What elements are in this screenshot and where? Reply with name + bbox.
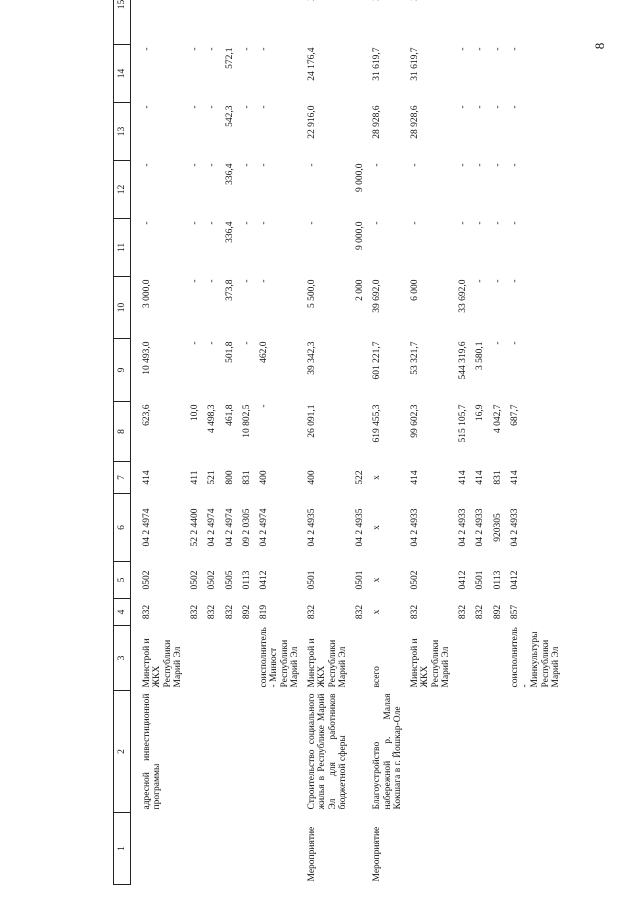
- cell-col-13: -: [142, 105, 152, 109]
- cell-col-13: -: [475, 105, 486, 109]
- column-header-15: 15: [114, 0, 131, 45]
- cell-col-2: адресной инвестиционной программы: [142, 693, 163, 810]
- table-row: [187, 0, 204, 885]
- cell-col-2: [239, 691, 256, 813]
- cell-col-3: соисполнитель - Минкультуры Республики Марий Эл: [509, 627, 561, 688]
- cell-col-13: 28 928,6: [372, 105, 383, 139]
- cell-col-12: -: [142, 163, 152, 167]
- cell-col-1: Мероприятие: [372, 826, 383, 882]
- cell-col-15: [256, 0, 304, 45]
- table-body: [131, 0, 566, 885]
- cell-col-15: [187, 0, 204, 45]
- cell-col-5: 0502: [410, 570, 420, 590]
- cell-col-8: 10,0: [190, 404, 200, 422]
- cell-col-11: -: [259, 221, 269, 225]
- column-header-5: 5: [114, 562, 131, 599]
- cell-col-11: -: [509, 221, 520, 225]
- cell-col-1: [222, 813, 239, 885]
- cell-col-10: 6 000: [410, 279, 420, 301]
- cell-col-2: [187, 691, 204, 813]
- cell-col-10: 5 500,0: [307, 279, 317, 308]
- cell-col-14: -: [142, 47, 152, 51]
- cell-col-8: 26 091,1: [307, 404, 317, 438]
- cell-col-4: 832: [475, 604, 486, 620]
- cell-col-8: 461,8: [224, 404, 235, 426]
- cell-col-11: -: [190, 221, 200, 225]
- cell-col-9: [352, 339, 369, 402]
- cell-col-7: 400: [259, 470, 269, 485]
- cell-col-11: -: [207, 221, 218, 225]
- cell-col-6: 04 2 4935: [355, 508, 365, 547]
- cell-col-7: x: [372, 475, 383, 480]
- cell-col-15: [407, 0, 455, 45]
- cell-col-8: 99 602,3: [410, 404, 420, 438]
- cell-col-6: 04 2 4933: [410, 508, 420, 547]
- cell-col-5: 0505: [224, 570, 235, 590]
- cell-col-12: 9 000,0: [355, 163, 365, 192]
- cell-col-9: 462,0: [259, 341, 269, 363]
- cell-col-4: 892: [492, 604, 503, 620]
- cell-col-1: [507, 813, 565, 885]
- cell-col-2: [256, 691, 304, 813]
- cell-col-9: 10 493,0: [142, 341, 152, 375]
- cell-col-9: -: [241, 341, 252, 345]
- column-header-3: 3: [114, 626, 131, 691]
- cell-col-14: -: [241, 47, 252, 51]
- cell-col-7: 414: [475, 470, 486, 485]
- cell-col-14: -: [207, 47, 218, 51]
- cell-col-1: [256, 813, 304, 885]
- cell-col-10: -: [492, 279, 503, 283]
- cell-col-5: 0412: [458, 570, 468, 590]
- cell-col-14: -: [475, 47, 486, 51]
- cell-col-3: [204, 626, 221, 691]
- cell-col-12: -: [492, 163, 503, 167]
- column-header-14: 14: [114, 45, 131, 103]
- cell-col-15: [352, 0, 369, 45]
- cell-col-14: 31 619,7: [410, 47, 420, 81]
- cell-col-15: [239, 0, 256, 45]
- cell-col-4: 832: [190, 604, 200, 620]
- cell-col-8: 515 105,7: [458, 404, 468, 443]
- cell-col-14: 31 619,7: [372, 47, 383, 81]
- cell-col-5: 0113: [492, 570, 503, 590]
- cell-col-6: 09 2 0305: [241, 508, 252, 547]
- cell-col-12: -: [458, 163, 468, 167]
- cell-col-8: [352, 402, 369, 462]
- cell-col-6: 04 2 4935: [307, 508, 317, 547]
- cell-col-11: -: [458, 221, 468, 225]
- column-header-10: 10: [114, 277, 131, 339]
- cell-col-5: 0501: [355, 570, 365, 590]
- cell-col-6: 04 2 4974: [142, 508, 152, 547]
- cell-col-2: Благоустройство набережной р. Малая Кокшага в г. Йошкар-Оле: [372, 693, 403, 810]
- cell-col-3: [239, 626, 256, 691]
- table-row: [256, 0, 304, 885]
- cell-col-3: Минстрой и ЖКХ Республики Марий Эл: [142, 638, 183, 688]
- table-row: [455, 0, 472, 885]
- column-header-7: 7: [114, 462, 131, 494]
- table-row: [352, 0, 369, 885]
- cell-col-10: 39 692,0: [372, 279, 383, 313]
- cell-col-11: -: [372, 221, 383, 225]
- table-row: [139, 0, 187, 885]
- cell-col-3: [472, 626, 489, 691]
- cell-col-1: [455, 813, 472, 885]
- cell-col-15: [369, 0, 407, 45]
- cell-col-3: соисполнитель - Минюст Республики Марий Эл: [259, 627, 300, 688]
- cell-col-15: [304, 0, 352, 45]
- cell-col-4: 832: [307, 604, 317, 620]
- cell-col-14: 572,1: [224, 47, 235, 69]
- cell-col-10: 3 000,0: [142, 279, 152, 308]
- cell-col-13: -: [458, 105, 468, 109]
- cell-col-12: -: [241, 163, 252, 167]
- cell-col-12: -: [509, 163, 520, 167]
- cell-col-14: [352, 45, 369, 103]
- cell-col-4: x: [372, 609, 383, 615]
- cell-col-9: 39 342,3: [307, 341, 317, 375]
- cell-col-14: 24 176,4: [307, 47, 317, 81]
- cell-col-4: 832: [410, 604, 420, 620]
- cell-col-12: -: [372, 163, 383, 167]
- cell-col-1: [239, 813, 256, 885]
- cell-col-12: -: [259, 163, 269, 167]
- cell-col-3: Минстрой и ЖКХ Республики Марий Эл: [307, 638, 348, 688]
- cell-col-13: -: [241, 105, 252, 109]
- cell-col-7: 414: [458, 470, 468, 485]
- cell-col-4: 857: [509, 604, 520, 620]
- cell-col-13: -: [207, 105, 218, 109]
- cell-col-8: 687,7: [509, 404, 520, 426]
- column-header-13: 13: [114, 103, 131, 161]
- cell-col-8: 16,9: [475, 404, 486, 422]
- cell-col-3: всего: [372, 666, 383, 688]
- column-header-1: 1: [114, 813, 131, 885]
- table-row: [407, 0, 455, 885]
- cell-col-5: 0502: [207, 570, 218, 590]
- cell-col-7: 411: [190, 470, 200, 485]
- cell-col-6: 04 2 4933: [475, 508, 486, 547]
- cell-col-4: 832: [355, 604, 365, 620]
- cell-col-4: 832: [458, 604, 468, 620]
- cell-col-9: -: [190, 341, 200, 345]
- cell-col-3: [352, 626, 369, 691]
- cell-col-4: 819: [259, 604, 269, 620]
- cell-col-15: [472, 0, 489, 45]
- cell-col-7: 522: [355, 470, 365, 485]
- cell-col-15: [490, 0, 507, 45]
- cell-col-10: -: [509, 279, 520, 283]
- cell-col-11: -: [475, 221, 486, 225]
- cell-col-11: -: [142, 221, 152, 225]
- cell-col-1: [472, 813, 489, 885]
- cell-col-6: 04 2 4974: [224, 508, 235, 547]
- cell-col-1: [407, 813, 455, 885]
- cell-col-12: -: [190, 163, 200, 167]
- cell-col-7: 400: [307, 470, 317, 485]
- column-header-12: 12: [114, 161, 131, 219]
- cell-col-14: -: [259, 47, 269, 51]
- cell-col-9: 501,8: [224, 341, 235, 363]
- cell-col-1: Мероприятие: [307, 826, 317, 882]
- cell-col-12: -: [307, 163, 317, 167]
- budget-table: [113, 0, 565, 885]
- cell-col-3: [455, 626, 472, 691]
- cell-col-12: -: [475, 163, 486, 167]
- cell-col-9: 53 321,7: [410, 341, 420, 375]
- cell-col-8: 619 455,3: [372, 404, 383, 443]
- cell-col-2: Строительство социального жилья в Республике Марий Эл для работников бюджетной сферы: [307, 693, 348, 810]
- cell-col-7: 414: [509, 470, 520, 485]
- cell-col-8: 4 498,3: [207, 404, 218, 433]
- cell-col-6: x: [372, 525, 383, 530]
- table-row: [490, 0, 507, 885]
- cell-col-5: 0501: [307, 570, 317, 590]
- cell-col-2: [407, 691, 455, 813]
- cell-col-15: [222, 0, 239, 45]
- cell-col-9: -: [492, 341, 503, 345]
- cell-col-11: -: [307, 221, 317, 225]
- cell-col-15: [139, 0, 187, 45]
- column-header-4: 4: [114, 599, 131, 626]
- cell-col-2: [507, 691, 565, 813]
- cell-col-1: [187, 813, 204, 885]
- cell-col-12: -: [207, 163, 218, 167]
- cell-col-4: 892: [241, 604, 252, 620]
- cell-col-4: 832: [207, 604, 218, 620]
- cell-col-5: 0412: [259, 570, 269, 590]
- cell-col-5: 0502: [142, 570, 152, 590]
- cell-col-12: 336,4: [224, 163, 235, 185]
- cell-col-2: [204, 691, 221, 813]
- cell-col-13: 28 928,6: [410, 105, 420, 139]
- cell-col-7: 831: [241, 470, 252, 485]
- column-header-11: 11: [114, 219, 131, 277]
- cell-col-10: -: [259, 279, 269, 283]
- table-row: [204, 0, 221, 885]
- cell-col-13: 22 916,0: [307, 105, 317, 139]
- cell-col-13: -: [190, 105, 200, 109]
- cell-col-13: -: [259, 105, 269, 109]
- table-row: [507, 0, 565, 885]
- cell-col-5: 0113: [241, 570, 252, 590]
- cell-col-7: 414: [410, 470, 420, 485]
- cell-col-14: -: [190, 47, 200, 51]
- cell-col-13: [352, 103, 369, 161]
- cell-col-1: [352, 813, 369, 885]
- cell-col-7: 800: [224, 470, 235, 485]
- cell-col-3: Минстрой и ЖКХ Республики Марий Эл: [410, 638, 451, 688]
- cell-col-2: [472, 691, 489, 813]
- cell-col-8: -: [259, 404, 269, 408]
- cell-col-10: 2 000: [355, 279, 365, 301]
- cell-col-5: 0502: [190, 570, 200, 590]
- cell-col-11: -: [410, 221, 420, 225]
- cell-col-6: 04 2 4933: [509, 508, 520, 547]
- table-row: [304, 0, 352, 885]
- cell-col-2: [222, 691, 239, 813]
- cell-col-11: -: [241, 221, 252, 225]
- cell-col-8: 10 802,5: [241, 404, 252, 438]
- cell-col-13: -: [509, 105, 520, 109]
- cell-col-3: [187, 626, 204, 691]
- cell-col-3: [490, 626, 507, 691]
- header-row: [114, 0, 131, 885]
- table-row: [239, 0, 256, 885]
- cell-col-11: -: [492, 221, 503, 225]
- cell-col-10: -: [241, 279, 252, 283]
- cell-col-8: 4 042,7: [492, 404, 503, 433]
- cell-col-14: -: [458, 47, 468, 51]
- cell-col-15: [507, 0, 565, 45]
- column-header-9: 9: [114, 339, 131, 402]
- cell-col-5: 0412: [509, 570, 520, 590]
- table-row: [222, 0, 239, 885]
- cell-col-4: 832: [142, 604, 152, 620]
- cell-col-6: 920305: [492, 513, 503, 542]
- cell-col-10: 373,8: [224, 279, 235, 301]
- cell-col-10: -: [207, 279, 218, 283]
- cell-col-7: 414: [142, 470, 152, 485]
- cell-col-10: -: [190, 279, 200, 283]
- cell-col-6: 04 2 4974: [259, 508, 269, 547]
- cell-col-7: 831: [492, 470, 503, 485]
- cell-col-9: 601 221,7: [372, 341, 383, 380]
- cell-col-5: x: [372, 577, 383, 583]
- cell-col-15: [455, 0, 472, 45]
- cell-col-14: -: [509, 47, 520, 51]
- cell-col-2: [490, 691, 507, 813]
- cell-col-2: [352, 691, 369, 813]
- cell-col-12: -: [410, 163, 420, 167]
- cell-col-11: 9 000,0: [355, 221, 365, 250]
- cell-col-4: 832: [224, 604, 235, 620]
- cell-col-11: 336,4: [224, 221, 235, 243]
- column-header-2: 2: [114, 691, 131, 813]
- cell-col-6: 52 2 4400: [190, 508, 200, 547]
- cell-col-6: 04 2 4933: [458, 508, 468, 547]
- table-row: [472, 0, 489, 885]
- column-header-8: 8: [114, 402, 131, 462]
- cell-col-13: 542,3: [224, 105, 235, 127]
- cell-col-9: -: [509, 341, 520, 345]
- cell-col-9: 3 580,1: [475, 341, 486, 370]
- page-number: 8: [592, 42, 607, 50]
- cell-col-7: 521: [207, 470, 218, 485]
- cell-col-1: [490, 813, 507, 885]
- cell-col-14: -: [492, 47, 503, 51]
- cell-col-9: 544 319,6: [458, 341, 468, 380]
- cell-col-1: [204, 813, 221, 885]
- cell-col-5: 0501: [475, 570, 486, 590]
- cell-col-1: [139, 813, 187, 885]
- cell-col-10: 33 692,0: [458, 279, 468, 313]
- cell-col-6: 04 2 4974: [207, 508, 218, 547]
- cell-col-13: -: [492, 105, 503, 109]
- table-row: [369, 0, 407, 885]
- cell-col-8: 623,6: [142, 404, 152, 426]
- cell-col-10: -: [475, 279, 486, 283]
- cell-col-2: [455, 691, 472, 813]
- cell-col-15: [204, 0, 221, 45]
- column-header-6: 6: [114, 494, 131, 562]
- cell-col-3: [222, 626, 239, 691]
- cell-col-9: -: [207, 341, 218, 345]
